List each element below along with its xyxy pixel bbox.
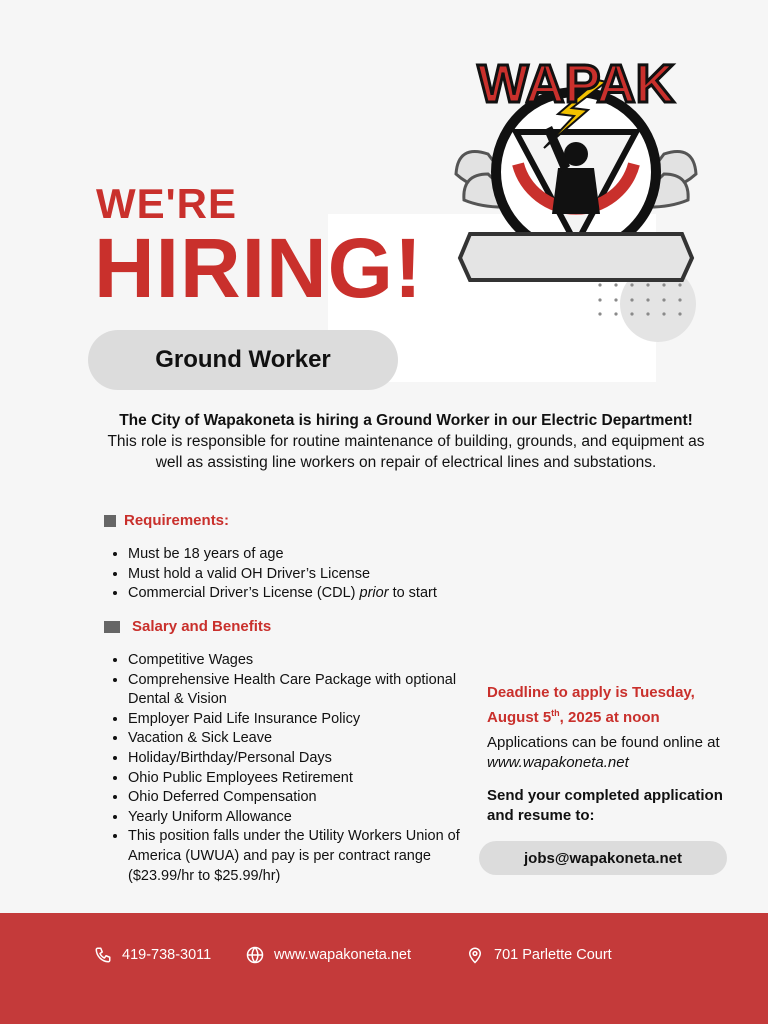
- requirements-title: Requirements:: [124, 512, 230, 529]
- list-item: • Comprehensive Health Care Package with optional Dental & Vision: [128, 671, 468, 710]
- intro-text: [96, 410, 716, 473]
- send-resume-text: Send your completed application and resume to:: [487, 787, 723, 824]
- list-item: • Must be 18 years of age: [128, 545, 508, 565]
- address-text: 701 Parlette Court: [494, 947, 612, 963]
- wapak-logo: [448, 44, 704, 290]
- salary-title: Salary and Benefits: [132, 618, 272, 635]
- list-item: [128, 584, 508, 604]
- intro-body: This role is responsible for routine maintenance of building, grounds, and equipment as well as assisting line workers on repair of electrical lines and substations.: [107, 433, 705, 471]
- globe-icon: [246, 946, 264, 964]
- headline-were: WE'RE: [96, 180, 237, 227]
- apply-online-link[interactable]: www.wapakoneta.net: [487, 754, 629, 771]
- list-item: • Vacation & Sick Leave: [128, 729, 468, 749]
- deadline-text: [487, 682, 747, 728]
- list-item: • Ohio Deferred Compensation: [128, 788, 468, 808]
- requirements-list: [110, 545, 508, 604]
- website-text: www.wapakoneta.net: [274, 947, 412, 963]
- salary-heading: [104, 618, 271, 635]
- position-title: Ground Worker: [88, 330, 398, 390]
- apply-online-text: [487, 733, 747, 773]
- list-item-emphasis: prior: [359, 585, 389, 602]
- deadline-pre: Deadline to apply is Tuesday, August 5: [487, 684, 695, 726]
- intro-headline: The City of Wapakoneta is hiring a Ground Worker in our Electric Department!: [119, 412, 693, 429]
- footer-bar: [0, 913, 768, 1024]
- list-item: • Holiday/Birthday/Personal Days: [128, 749, 468, 769]
- salary-list: [110, 651, 468, 886]
- list-item: • This position falls under the Utility Workers Union of America (UWUA) and pay is per contract range ($23.99/hr to $25.99/hr): [128, 827, 468, 886]
- list-item: • Competitive Wages: [128, 651, 468, 671]
- map-pin-icon: [466, 946, 484, 964]
- list-item-text: Commercial Driver’s License (CDL): [128, 585, 356, 602]
- list-item: • Employer Paid Life Insurance Policy: [128, 710, 468, 730]
- deadline-post: , 2025 at noon: [559, 709, 660, 726]
- email-link[interactable]: jobs@wapakoneta.net: [479, 841, 727, 875]
- list-item: • Yearly Uniform Allowance: [128, 808, 468, 828]
- footer-phone[interactable]: [94, 946, 211, 964]
- list-item-text: to start: [392, 585, 437, 602]
- deadline-sup: th: [551, 708, 560, 718]
- footer-address[interactable]: [466, 946, 612, 964]
- footer-website[interactable]: [246, 946, 411, 964]
- svg-text:WAPAK: WAPAK: [477, 54, 675, 114]
- bullet-square-icon: [104, 621, 120, 633]
- headline-hiring: HIRING!: [94, 221, 423, 315]
- phone-icon: [94, 946, 112, 964]
- bullet-square-icon: [104, 515, 116, 527]
- list-item: • Must hold a valid OH Driver’s License: [128, 565, 508, 585]
- phone-text: 419-738-3011: [122, 947, 212, 963]
- list-item: • Ohio Public Employees Retirement: [128, 769, 468, 789]
- requirements-heading: [104, 512, 229, 529]
- apply-online-label: Applications can be found online at: [487, 734, 720, 751]
